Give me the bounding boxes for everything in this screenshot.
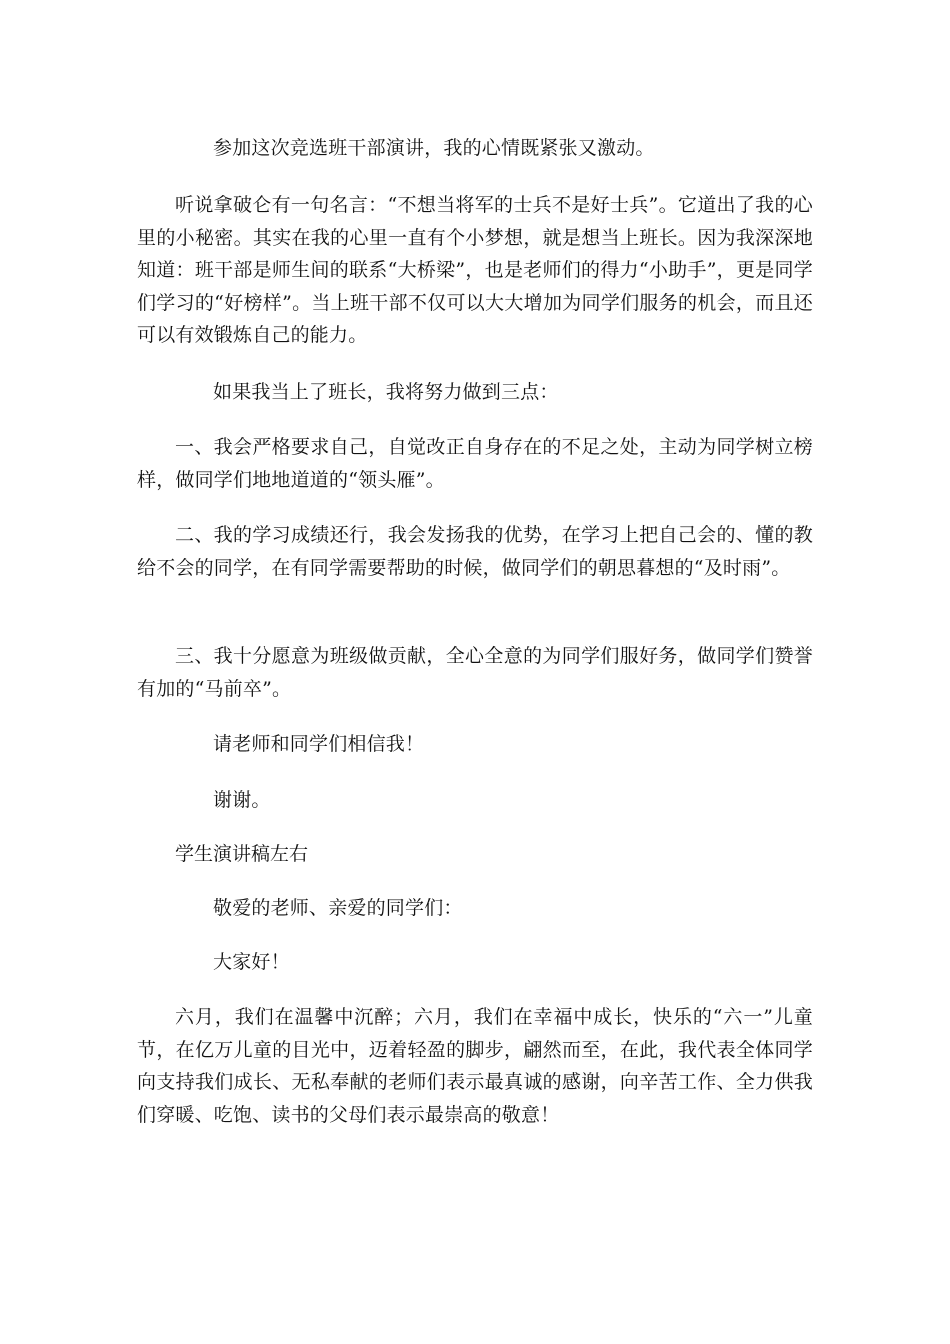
paragraph-6: 三、我十分愿意为班级做贡献，全心全意的为同学们服好务，做同学们赞誉有加的“马前卒”。 — [137, 645, 813, 700]
paragraph-10: 大家好！ — [213, 951, 290, 973]
paragraph-11: 六月，我们在温馨中沉醉；六月，我们在幸福中成长，快乐的“六一”儿童节，在亿万儿童的目光中，迈着轻盈的脚步，翩然而至，在此，我代表全体同学向支持我们成长、无私奉献的老师们表示最真诚的感谢，向辛苦工作、全力供我们穿暖、吃饱、读书的父母们表示最崇高的敬意！ — [137, 1006, 813, 1126]
paragraph-3: 如果我当上了班长，我将努力做到三点： — [213, 381, 559, 403]
paragraph-9: 敬爱的老师、亲爱的同学们： — [213, 897, 463, 919]
paragraph-8: 谢谢。 — [213, 789, 271, 811]
paragraph-1: 参加这次竞选班干部演讲，我的心情既紧张又激动。 — [213, 137, 655, 159]
paragraph-4: 一、我会严格要求自己，自觉改正自身存在的不足之处，主动为同学树立榜样，做同学们地地道道的“领头雁”。 — [137, 436, 813, 491]
paragraph-2: 听说拿破仑有一句名言：“不想当将军的士兵不是好士兵”。它道出了我的心里的小秘密。其实在我的心里一直有个小梦想，就是想当上班长。因为我深深地知道：班干部是师生间的联系“大桥梁”，也是老师们的得力“小助手”，更是同学们学习的“好榜样”。当上班干部不仅可以大大增加为同学们服务的机会，而且还可以有效锻炼自己的能力。 — [137, 194, 813, 346]
paragraph-5: 二、我的学习成绩还行，我会发扬我的优势，在学习上把自己会的、懂的教给不会的同学，在有同学需要帮助的时候，做同学们的朝思暮想的“及时雨”。 — [137, 524, 813, 579]
paragraph-7: 请老师和同学们相信我！ — [213, 733, 425, 755]
section-title: 学生演讲稿左右 — [175, 843, 309, 865]
